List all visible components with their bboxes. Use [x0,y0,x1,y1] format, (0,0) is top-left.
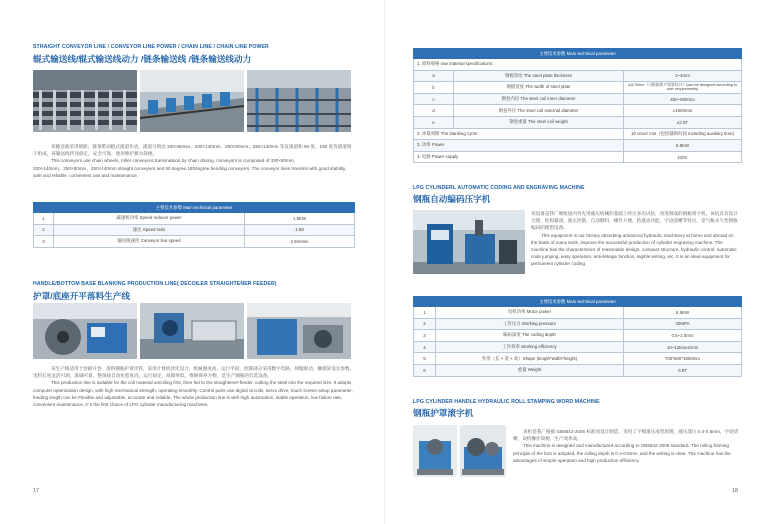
table-header: 主要技术参数 Main technical parameter [414,49,742,59]
table-row: 3 编码深度 The coding depth 0.5~1.0mm [414,330,742,342]
rolling-machine-photo-2 [460,425,506,477]
table-row: e 钢卷重量 The steel coil weight ≤2.5T [414,116,742,128]
table-row: 5 外形（长 × 宽 × 高）Shape (length*width*height) 700*600*1800mm [414,353,742,365]
conveyor-description [33,143,355,179]
conveyor-para-en-2: 330×140mm、250×80mm、250×140mm straight conveyors and 90 degree,180degree bending conveyors. The conveyor lines transmit with good stability, safe and reliable, convenient use and maintenance. [33,165,347,178]
coding-para-en: This equipment is our factory absorbing advanced hydraulic machinery at home and abroad on the basis of many tests, improve the successful production of cylinder engraving machine. The machine has the characteristics of reasonable design, compact structure, hydraulic control, automatic code jumping, easy operation, anti-linkage function, legible writing, etc. It is an ideal equipment for permanent cylinder coding. [531,232,737,267]
conveyor-photo-1 [33,70,137,132]
table-header: 主要技术参数 Main technical parameter [34,203,355,213]
blanking-photo-2 [140,303,244,359]
coding-title-cn: 钢瓶自动编码压字机 [413,194,491,204]
conveyor-title-en: STRAIGHT CONVEYOR LINE / CONVEYOR LINE POWER / CHAIN LINE / CHAIN LINE POWER [33,44,269,50]
table-row: 2 速比 Speed ratio 1:59 [34,224,355,236]
table-row: a 钢板厚度 The steel plate thickness 2~4mm [414,70,742,82]
blanking-description [33,365,355,408]
conveyor-spec-table [33,202,355,248]
blanking-title-cn: 护罩/底座开平落料生产线 [33,291,130,301]
conveyor-title-cn: 辊式输送线/辊式输送线动力 /链条输送线 /链条输送线动力 [33,54,252,64]
rolling-title-cn: 钢瓶护罩滚字机 [413,408,474,418]
coding-para-cn: 该设备是我厂吸收国内外先进液压机械的基础上经历多次试验，改进制成的钢瓶刻字机。该机具有设计合理，结构紧凑，液压控制，自动倒料，操作方便，防逃动功能，字迹清晰等特点，是气瓶永久性钢瓶编码的理想设备。 [531,211,738,231]
coding-title-en: LPG CYLINDERL AUTOMATIC CODING AND ENGRAVING MACHINE [413,185,585,191]
blanking-photo-3 [247,303,351,359]
table-row: 4 工作效率 Working efficiency 10~12times/min [414,341,742,353]
page-number-left: 17 [33,488,39,494]
coding-spec-table [413,296,742,377]
table-row: d 钢卷外径 The steel coil external diameter ≤1600mm [414,105,742,117]
table-row: 3. 功率 Power 5.5KW [414,140,742,152]
blanking-photo-1 [33,303,137,359]
table-row: 4. 电源 Power supply 220V [414,151,742,163]
table-row: 1 电机功率 Motor power 5.5KW [414,307,742,319]
table-row: 2. 冲裁周期 The blanking cycle： 10 once/ min（包括辅助时间 Including auxiliary time) [414,128,742,140]
rolling-para-en: This machine is designed and manufactured according to GB5842-2006 standard. The rolling forming principle of the font is adopted, the rolling depth is 0.4-0.8mm, and the writing is clear. The machine has the advantages of simple operation and high production efficiency. [513,443,731,463]
coding-description [413,210,740,268]
raw-material-spec-table [413,48,742,163]
blanking-para-cn: 该生产线适用于卷板开卷，落料钢瓶护罩坯料，采用计算机优化设计，机械强度高，运行平稳，控制部分采用数字电路，伺服驱动，触摸屏设定参数，送料长度灵活可调，准确可靠，整条线自动化程度高，运行稳定，故障率低，维修保养方便，是生产钢瓶的首选设备。 [33,366,355,379]
table-header: 主要技术参数 Main technical parameter [414,297,742,307]
table-row: 1. 原料规格 raw material specifications： [414,59,742,71]
rolling-machine-photo-1 [413,425,457,477]
blanking-title-en: HANDLE/BOTTOM BASE BLANKING PRODUCTION LINE( DECOILER STRAIGHTENER FEEDER) [33,281,277,287]
conveyor-para-en-1: This conveyors use chain wheels, roller conveyors transmission by chain driving, conveyors is composed of 330×80mm, [51,158,295,164]
page-number-right: 18 [732,488,738,494]
rolling-para-cn: 该机是我厂根据 GB5842-2006 标准而设计制造，采用了字模滚压成型原理，液压深压 0.4-0.8mm，字迹清晰，该机操作简便，生产效率高。 [513,429,739,442]
right-page [384,0,768,524]
blanking-para-en: This production line is suitable for the coil material uncoiling first, then fed to the straightener-feeder, cutting the steel into the required size. It adopts computer optimization design, with high mechanical strength, operating smoothly. Control parts use digital circuits, servo drive, touch screen setup parameter, feeding length can be Flexible and adjustable, accurate and reliable. The whole production line is with high automation, stable operation, low failure rate, convenient maintenance, it' s the first choice of LPG cylinder manufacturing machines. [33,380,353,408]
rolling-title-en: LPG CYLINDER HANDLE HYDRAULIC ROLL STAMPING WORD MACHINE [413,399,600,405]
conveyor-para-cn: 该输送液采用链轮、链条带动辊式滚道作动，滚道分别由 330×80mm、330×140mm、250×80mm、250×140mm 等直滚道和 90 度、180 度弯滚道组干组成，该输送线传送稳定，安全可靠，使用维护极为简便。 [33,144,352,157]
table-row: c 钢卷内径 The steel coil inner diameter 450~800mm [414,93,742,105]
rolling-description [513,428,742,464]
conveyor-photo-3 [247,70,351,132]
conveyor-photo-2 [140,70,244,132]
table-row: 1 减速机功率 Speed reducer power 1.5KW [34,213,355,225]
table-row: 3 输送线速度 Conveyor line speed 2.9m/min [34,236,355,248]
table-row: 6 重量 Weight 0.8T [414,364,742,376]
table-row: 2 工作压力 Working pressure 20MPA [414,318,742,330]
table-row: b 钢板宽度 The width of steel plate ≤1170mm（可根据用户需要设计）(can be designed according to user requirements) [414,82,742,94]
